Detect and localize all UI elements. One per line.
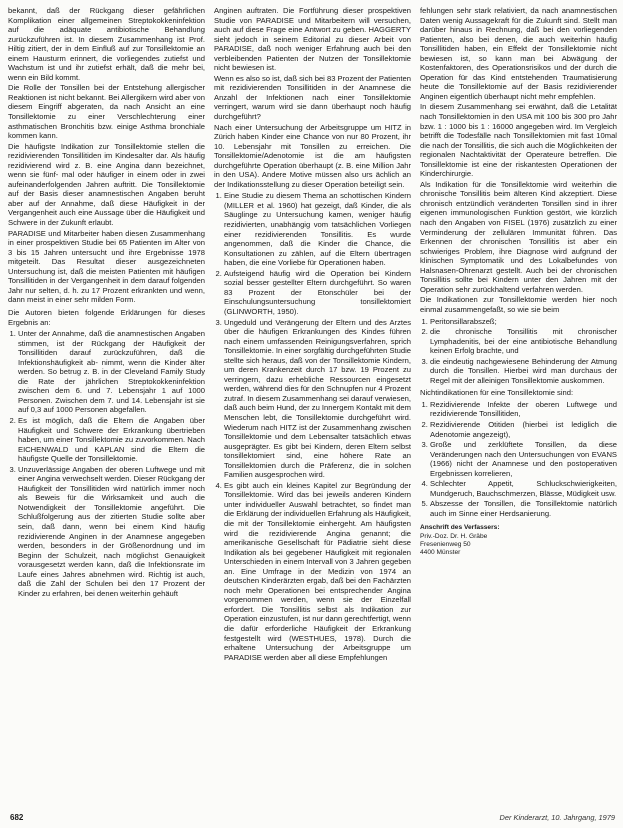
list-item: 2. Aufsteigend häufig wird die Operation bei Kindern sozial besser gestellter Eltern durchgeführt. So waren 83 Prozent der Etonschüler bei der Einschulungsuntersuchung tonsillektomiert (GLINWORTH, 1950). bbox=[224, 269, 411, 317]
paragraph: PARADISE und Mitarbeiter haben diesen Zusammenhang in einer prospektiven Studie bei 65 Patienten im Alter von 3 bis 15 Jahren untersucht und ihre Ergebnisse 1978 mitgeteilt. Das Resultat dieser ausgezeichneten Untersuchung ist, daß die meisten Patienten mit häufigen Tonsillitiden in der Vergangenheit in dem darauf folgenden Jahr nur selten, d. h. zu 17 Prozent erkrankten und wenn, dann meist in einer sehr milden Form. bbox=[8, 228, 205, 305]
paragraph: Die Indikationen zur Tonsillektomie werden hier noch einmal zusammengefaßt, so wie sie beim bbox=[420, 295, 617, 314]
list-item: 2. Es ist möglich, daß die Eltern die Angaben über Häufigkeit und Schwere der Erkrankung übertrieben haben, um einer Tonsillektomie zu zuvorkommen. Nach EICHENWALD und KAPLAN sind die Eltern die häufigste Quelle der Tonsillektomie. bbox=[18, 416, 205, 464]
paragraph: bekannt, daß der Rückgang dieser gefährlichen Komplikation einer allgemeinen Streptokokkeninfektion auf die adäquate antibiotische Behandlung zurückzuführen ist. In diesem Zusammenhang ist Prof. Hiltig zitiert, der in dem Einfluß auf zur Tonsillektomie an einem Hausturm erinnert, die vorliegendes zutiefst und Wachstum ist und ihr zutiefst erhält, daß die mehr bei, wenn ein Bild kommt. bbox=[8, 6, 205, 82]
paragraph: fehlungen sehr stark relativiert, da nach anamnestischen Daten wenig Aussagekraft für die Zukunft sind. Stellt man darüber hinaus in Rechnung, daß bei den vorliegenden Patienten, also bei denen, die auch weiterhin häufig Tonsillitiden haben, ein Effekt der Tonsillektomie nicht bewiesen ist, so kann man bei Abwägung der Kostenfaktoren, des Operationsrisikos und der durch die Operation für das Kind entstehenden Traumatisierung heute die Tonsillektomie auf der Basis rezidivierender Anginen eigentlich überhaupt nicht mehr empfehlen. bbox=[420, 6, 617, 101]
numbered-list bbox=[8, 329, 205, 598]
paragraph: In diesem Zusammenhang sei erwähnt, daß die Letalität nach Tonsillektomien in den USA mit 100 bis 300 pro Jahr bzw. 1 : 1000 bis 1 : 16000 angegeben wird. Im Vergleich betrifft die Todesfälle nach Tonsillektomien mit fast 10mal die nach der Tonsillitis, die sich auch die Möglichkeiten der regionalen Nachtaktivität der Operateure betreffen. Die Tonsillektomie ist eine der riskantesten Operationen der Kinderchirurgie. bbox=[420, 102, 617, 179]
paragraph: Die Rolle der Tonsillen bei der Entstehung allergischer Reaktionen ist nicht bekannt. Bei Allergikern wird aber von diesem Eingriff abgeraten, da nach Ansicht an eine Tonsillektomie zu einer Verschlechterung einer asthmatischen Bronchitis bzw. einige Asthma bronchiale kommen kann. bbox=[8, 83, 205, 141]
indications-list bbox=[420, 317, 617, 386]
list-item: 1. Peritonsillarabszeß; bbox=[430, 317, 617, 327]
list-item: 2. die chronische Tonsillitis mit chronischer Lymphadenitis, bei der eine antibiotische Behandlung keinen Erfolg brachte, und bbox=[430, 327, 617, 356]
paragraph: Die häufigste Indikation zur Tonsillektomie stellen die rezidivierenden Tonsillitiden im Kindesalter dar. Als häufig rezidivierend wird z. B. eine Angina dann bezeichnet, wenn sie fünf- mal oder häufiger in einem oder in zwei aufeinanderfolgenden Jahren auftritt. Die Tonsillektomie auf der Basis dieser anamnestischen Angaben beruht aber auf der Annahme, daß diese Häufigkeit in der Vergangenheit auch eine Aussage über die Häufigkeit und Schwere in der Zukunft erlaubt. bbox=[8, 141, 205, 228]
list-item: 3. Ungeduld und Verängerung der Eltern und des Arztes über die häufigen Erkrankungen des Kindes führen nach einem umfassenden Reinigungsverfahren, sprich Tonsillektomie. In einer sorgfältig durchgeführten Studie stellte sich heraus, daß von der Tonsillektomie Kindern, um deren Krankenzeit durch 17 bzw. 19 Prozent zu verringern, dazu erhebliche Ressourcen eingesetzt werden, während dies für den Schnupfen nur 4 Prozent zutraf. In diesem Zusammenhang sei darauf verwiesen, daß auch beim Hund, der zu Innergem Kontakt mit dem Menschen lebt, die Tonsillektomie durchgeführt wird. Wiederum nach HITZ ist der Zusammenhang zwischen Tonsillektomie und dem Lebensalter tatsächlich etwas ausgeprägter. Es gibt bei Kindern, deren Eltern selbst tonsillektomiert sind, eine höhere Rate an Tonsillektomien durch die Präferenz, die in solchen Familien ausgesprochen wird. bbox=[224, 318, 411, 480]
list-item: 3. die eindeutig nachgewiesene Behinderung der Atmung durch die Tonsillen. Hierbei wird man durchaus der Regel mit der alleinigen Tonsillektomie auskommen. bbox=[430, 357, 617, 386]
paragraph: Nach einer Untersuchung der Arbeitsgruppe um HITZ in Zürich haben Kinder eine Chance von nur 80 Prozent, ihr 10. Lebensjahr mit Tonsillen zu erreichen. Die Tonsillektomie/Adenotomie ist die am häufigsten durchgeführte Operation überhaupt (z. B. eine Million Jahr in den USA). Andere Motive müssen also urs ächlich an der Indikationsstellung zu dieser Operation beteiligt sein. bbox=[214, 122, 411, 189]
paragraph: Anginen auftraten. Die Fortführung dieser prospektiven Studie von PARADISE und Mitarbeitern will versuchen, auch auf diese Frage eine Antwort zu geben. HAGGERTY sieht jedoch in seinem Editorial zu dieser Arbeit von PARADISE, daß noch weniger Erfahrung auch bei den verbleibenden Patienten der Nutzen der Tonsillektomie nicht bewiesen ist. bbox=[214, 6, 411, 73]
column-3 bbox=[420, 6, 617, 806]
list-item: 3. Unzuverlässige Angaben der oberen Luftwege und mit einer Angina verwechselt werden. Dieser Rückgang der Häufigkeit der Tonsillitiden wird natürlich immer noch als Beweis für die Wirksamkeit und auch die Notwendigkeit der Tonsillektomie angeführt. Die Schlußfolgerung aus der zitierten Studie sollte aber sein, daß dann, wenn bei einem Kind häufig rezidivierende Anginen in der Anamnese angegeben werden, besonders in der Größenordnung und im Beginn der Schulzeit, nach möglichst Genauigkeit vorausgesetzt werden kann, daß die Infektionsrate im Laufe eines Jahres abnehmen wird. Richtig ist auch, daß die Zahl der Schulen bei den 17 Prozent der Kinder zu erfahren, bei denen weiterhin gehäuft bbox=[18, 465, 205, 599]
address-label: Anschrift des Verfassers: bbox=[420, 524, 500, 532]
list-item: 1. Unter der Annahme, daß die anamnestischen Angaben stimmen, ist der Rückgang der Häufigkeit der Tonsillitiden darauf zurückzuführen, daß die Infektionshäufigkeit ab- nimmt, wenn die Kinder älter werden. So betrug z. B. in der Cleveland Family Study die Rate der jährlichen Streptokokkeninfektion zwischen dem 6. und 7. Lebensjahr 1 auf 1000 Personen. Zwischen dem 7. und 14. Lebensjahr ist sie auf 0,3 auf 1000 Personen abgefallen. bbox=[18, 329, 205, 415]
paragraph: Als Indikation für die Tonsillektomie wird weiterhin die chronische Tonsillitis beim älteren Kind akzeptiert. Diese chronisch entzündlich veränderten Tonsillen sind in ihrer eigenen immunologischen Funktion gestört, wie kürzlich nach den Angaben von FISEL (1976) zusätzlich zu einer Verminderung der zellulären Immunität führen. Das Erkennen der chronischen Tonsillitis ist aber ein schwieriges Problem, ihre Diagnose wird aufgrund der klinischen Symptomatik und des Lokalbefundes von Halsnasen-Ohrenarzt gestellt. Auch bei der chronischen Tonsillitis sollte bei Kindern unter den Jahren mit der Operation sehr zurückhaltend verfahren werden. bbox=[420, 179, 617, 294]
section-heading: Nichtindikationen für eine Tonsillektomie sind: bbox=[420, 388, 574, 398]
list-item: 5. Abszesse der Tonsillen, die Tonsillektomie natürlich auch im Sinne einer Herdsanierung. bbox=[430, 499, 617, 518]
column-2 bbox=[214, 6, 411, 806]
author-address bbox=[420, 524, 617, 557]
list-item: 4. Schlechter Appetit, Schluckschwierigkeiten, Mundgeruch, Bauchschmerzen, Blässe, Müdigkeit usw. bbox=[430, 479, 617, 498]
paragraph: Die Autoren bieten folgende Erklärungen für dieses Ergebnis an: bbox=[8, 307, 205, 327]
list-item: 1. Eine Studie zu diesem Thema an schottischen Kindern (MILLER et al. 1960) hat gezeigt, daß Kinder, die als Säuglinge zu Untersuchung kamen, weniger häufig rezidivierten, unabhängig vom tatsächlichen Vorliegen einer rezidivierenden Tonsillitis. Es wurde angenommen, daß die Kinder die Chance, die Konsultationen zu zählen, auf die Eltern übertragen haben, die eine Vorliebe für Operationen haben. bbox=[224, 191, 411, 267]
address-line: Fresenienweg 50 bbox=[420, 540, 471, 548]
page-number: 682 bbox=[10, 813, 24, 822]
list-item: 1. Rezidivierende Infekte der oberen Luftwege und rezidivierende Tonsillitiden, bbox=[430, 400, 617, 419]
non-indications-list bbox=[420, 400, 617, 519]
address-line: Priv.-Doz. Dr. H. Gräbe bbox=[420, 532, 488, 540]
numbered-list bbox=[214, 191, 411, 662]
address-line: 4400 Münster bbox=[420, 549, 461, 557]
page-footer bbox=[10, 808, 615, 822]
text-columns bbox=[8, 6, 617, 806]
column-1 bbox=[8, 6, 205, 806]
paragraph: Wenn es also so ist, daß sich bei 83 Prozent der Patienten mit rezidivierenden Tonsillitiden in der Anamnese die Anzahl der Infektionen nach einer Tonsillektomie verringert, warum wird sie dann überhaupt noch häufig durchgeführt? bbox=[214, 73, 411, 122]
list-item: 3. Große und zerklüftete Tonsillen, da diese Veränderungen nach den Untersuchungen von EVANS (1966) nicht der Anamnese und den postoperativen Ergebnissen korrelieren, bbox=[430, 440, 617, 478]
list-item: 4. Es gibt auch ein kleines Kapitel zur Begründung der Tonsillektomie. Wird das bei jeweils anderen Kindern unter individueller Auswahl betrachtet, so findet man die Erklärung der individuellen Erfahrung als Häufigkeit, die mit der Tonsillektomie einhergeht. Am häufigsten wird die rezidivierende Angina genannt; die amerikanische Gesellschaft für Pädiatrie sieht diese Indikation als bei gegebener Häufigkeit mit regionalen Unterschieden in einem Intervall von 3 Jahren gegeben an. Eine Umfrage in der Medizin von 1974 an deutschen Kinderärzten ergab, daß bei den Fachärzten noch mehr Operationen bei entsprechender Angina vorgenommen werden, wenn sie der Einzelfall erfordert. Die Tonsillitis selbst als Indikation zur Operation einzustufen, ist nur dann gerechtfertigt, wenn die dafür erforderliche Häufigkeit der Erkrankung festgestellt wird (WESTHUES, 1978). Durch die erhaltene Untersuchung der Arbeitsgruppe um PARADISE werden aber all diese Empfehlungen bbox=[224, 481, 411, 662]
journal-citation: Der Kinderarzt, 10. Jahrgang, 1979 bbox=[499, 813, 615, 822]
list-item: 2. Rezidivierende Otitiden (hierbei ist lediglich die Adenotomie angezeigt), bbox=[430, 420, 617, 439]
